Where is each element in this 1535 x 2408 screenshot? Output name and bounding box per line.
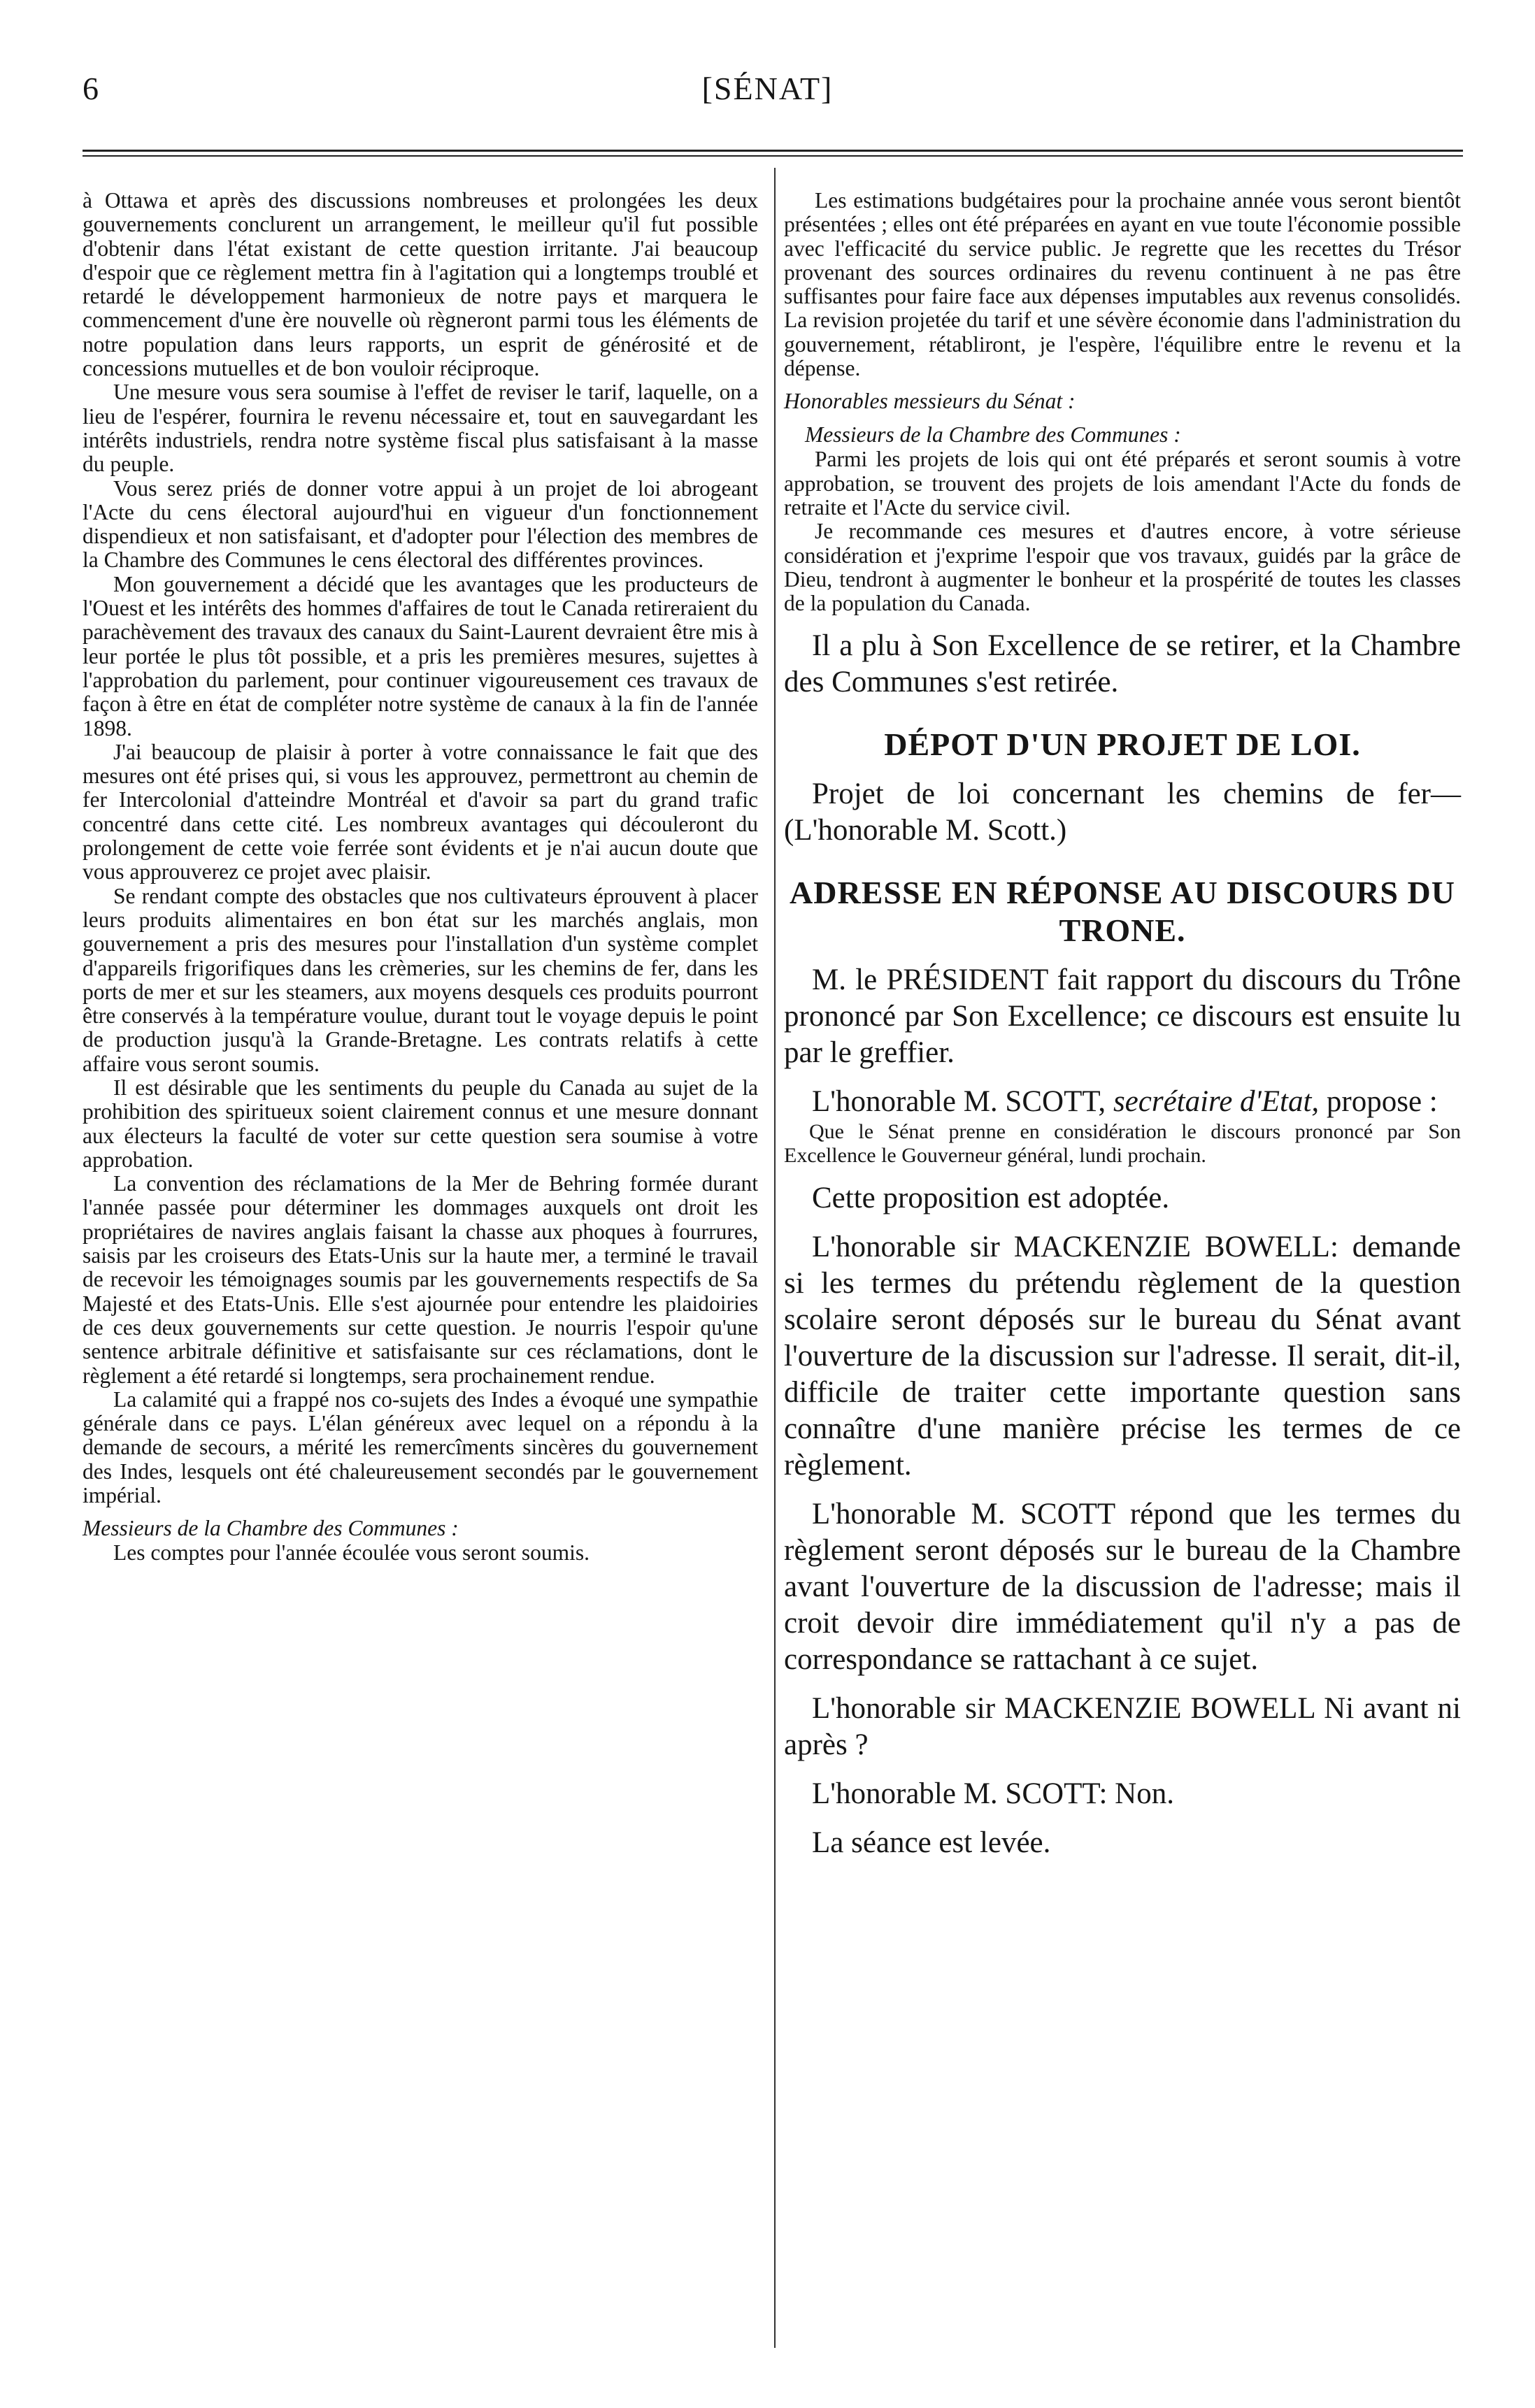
paragraph-intercolonial: J'ai beaucoup de plaisir à porter à votre connaissance le fait que des mesures ont été prises qui, si vous les approuvez, permettront au chemin de fer Intercolonial d'atteindre Montréal et d'avoir sa part du grand trafic concentré dans cette cité. Les nombreux avantages qui découleront du prolongement de cette voie ferrée sont évidents et je n'ai aucun doute que vous approuverez ce projet avec plaisir. (83, 739, 758, 884)
paragraph-india: La calamité qui a frappé nos co-sujets des Indes a évoqué une sympathie générale dans ce pays. L'élan généreux avec lequel on a répondu à la demande de secours, a mérité les remercîments sincères du gouvernement des Indes, lesquels ont été chaleureusement secondés par le gouvernement impérial. (83, 1386, 758, 1508)
speaker-title: secrétaire d'Etat, (1113, 1085, 1320, 1119)
header-rule (83, 150, 1463, 152)
header-rule-thin (83, 155, 1463, 157)
motion-adopted: Cette proposition est adoptée. (812, 1182, 1170, 1215)
paragraph-cold-storage: Se rendant compte des obstacles que nos cultivateurs éprouvent à placer leurs produits alimentaires en bon état sur les marchés anglais, mon gouvernement a pris des mesures pour l'installation d'un système complet d'appareils frigorifiques dans les crèmeries, sur les chemins de fer, dans les ports de mer et sur les steamers, aux moyens desquels ces produits pourront être conservés à la température voulue, durant tout le voyage depuis le point de production jusqu'à la Grande-Bretagne. Les contrats relatifs à cette affaire vous seront soumis. (83, 883, 758, 1076)
proposes-word: propose : (1326, 1085, 1438, 1119)
scott-motion-intro (784, 1084, 1461, 1120)
motion-text: Que le Sénat prenne en considération le discours prononcé par Son Excellence le Gouverneur général, lundi prochain. (784, 1120, 1461, 1168)
paragraph-electoral: Vous serez priés de donner votre appui à un projet de loi abrogeant l'Acte du cens électoral aujourd'hui en vigueur d'un fonctionnement dispendieux et non satisfaisant, et d'adopter pour l'élection des membres de la Chambre des Communes le cens électoral des différentes provinces. (83, 475, 758, 573)
left-column (83, 189, 758, 1565)
commons-heading-left: Messieurs de la Chambre des Communes : (83, 1516, 459, 1541)
right-column (784, 189, 1461, 1861)
page-header (0, 0, 1535, 133)
paragraph-estimates: Les estimations budgétaires pour la prochaine année vous seront bientôt présentées ; elles ont été préparées en ayant en vue toute l'économie possible avec l'efficacité du service public. Je regrette que les recettes du Trésor provenant des sources ordinaires du revenu continuent à ne pas être suffisantes pour faire face aux dépenses imputables aux revenus consolidés. La revision projetée du tarif et une sévère économie dans l'administration du gouvernement, rétabliront, je l'espère, l'équilibre entre le revenu et la dépense. (784, 188, 1461, 381)
withdrew-statement: Il a plu à Son Excellence de se retirer, et la Chambre des Communes s'est retirée. (784, 629, 1461, 699)
paragraph-prohibition: Il est désirable que les sentiments du peuple du Canada au sujet de la prohibition des spiritueux soient clairement connus et une mesure donnant aux électeurs la faculté de voter sur cette question sera soumise à votre approbation. (83, 1075, 758, 1172)
heading-address-reply: ADRESSE EN RÉPONSE AU DISCOURS DU TRONE. (790, 875, 1455, 949)
paragraph-agreement: à Ottawa et après des discussions nombreuses et prolongées les deux gouvernements conclurent un arrangement, le meilleur qu'il fut possible d'obtenir dans l'état existant de cette question irritante. J'ai beaucoup d'espoir que ce règlement mettra fin à l'agitation qui a longtemps troublé et retardé le développement harmonieux de notre pays et marquera le commencement d'une ère nouvelle où règneront parmi tous les éléments de notre population dans leurs rapports, un esprit de générosité et de concessions mutuelles et de bon vouloir réciproque. (83, 188, 758, 381)
heading-bill-introduction: DÉPOT D'UN PROJET DE LOI. (884, 726, 1361, 763)
running-head: [SÉNAT] (701, 71, 834, 106)
paragraph-canals: Mon gouvernement a décidé que les avantages que les producteurs de l'Ouest et les intérêts des hommes d'affaires de tout le Canada retireraient du parachèvement des travaux des canaux du Saint-Laurent devraient être mis à leur portée le plus tôt possible, et a pris les premières mesures, sujettes à l'approbation du parlement, pour continuer vigoureusement ces travaux de façon à être en état de compléter notre système de canaux à la fin de l'année 1898. (83, 571, 758, 740)
senate-heading: Honorables messieurs du Sénat : (784, 389, 1076, 414)
paragraph-recommend: Je recommande ces mesures et d'autres encore, à votre sérieuse considération et j'exprime l'espoir que vos travaux, guidés par la grâce de Dieu, tendront à augmenter le bonheur et la prospérité de toutes les classes de la population du Canada. (784, 519, 1461, 616)
paragraph-bills: Parmi les projets de lois qui ont été préparés et seront soumis à votre approbation, se trouvent des projets de lois amendant l'Acte du fonds de retraite et l'Acte du service civil. (784, 447, 1461, 519)
scott-reply: L'honorable M. SCOTT répond que les termes du règlement seront déposés sur le bureau de la Chambre avant l'ouverture de la discussion de l'adresse; mais il croit devoir dire immédiatement qu'il n'y a pas de correspondance se rattachant à ce sujet. (784, 1498, 1461, 1677)
sitting-adjourned: La séance est levée. (812, 1826, 1051, 1860)
speaker-scott: L'honorable M. SCOTT, (812, 1085, 1106, 1119)
commons-heading-right: Messieurs de la Chambre des Communes : (805, 422, 1181, 447)
paragraph-tariff: Une mesure vous sera soumise à l'effet de reviser le tarif, laquelle, on a lieu de l'espérer, fournira le revenu nécessaire et, tout en sauvegardant les intérêts industriels, rendra notre système fiscal plus satisfaisant à la masse du peuple. (83, 380, 758, 477)
paragraph-accounts: Les comptes pour l'année écoulée vous seront soumis. (113, 1540, 590, 1565)
president-report: M. le PRÉSIDENT fait rapport du discours du Trône prononcé par Son Excellence; ce discours est ensuite lu par le greffier. (784, 963, 1461, 1070)
bill-railways: Projet de loi concernant les chemins de fer—(L'honorable M. Scott.) (784, 777, 1461, 847)
scott-answer: L'honorable M. SCOTT: Non. (812, 1777, 1174, 1811)
bowell-question: L'honorable sir MACKENZIE BOWELL: demande si les termes du prétendu règlement de la question scolaire seront déposés sur le bureau du Sénat avant l'ouverture de la discussion sur l'adresse. Il serait, dit-il, difficile de traiter cette importante question sans connaître d'une manière précise les termes de ce règlement. (784, 1231, 1461, 1482)
page-number: 6 (83, 71, 99, 106)
paragraph-behring: La convention des réclamations de la Mer de Behring formée durant l'année passée pour déterminer les dommages auxquels ont droit les propriétaires de navires anglais faisant la chasse aux phoques à fourrures, saisis par les croiseurs des Etats-Unis sur la haute mer, a terminé le travail de recevoir les témoignages soumis par les gouvernements respectifs de Sa Majesté et des Etats-Unis. Elle s'est ajournée pour entendre les plaidoiries de ces deux gouvernements sur cette question. Je nourris l'espoir qu'une sentence arbitrale définitive et satisfaisante sur ces réclamations, dont le règlement a été retardé si longtemps, sera prochainement rendue. (83, 1171, 758, 1388)
column-divider (774, 168, 776, 2348)
bowell-followup: L'honorable sir MACKENZIE BOWELL Ni avant ni après ? (784, 1692, 1461, 1762)
